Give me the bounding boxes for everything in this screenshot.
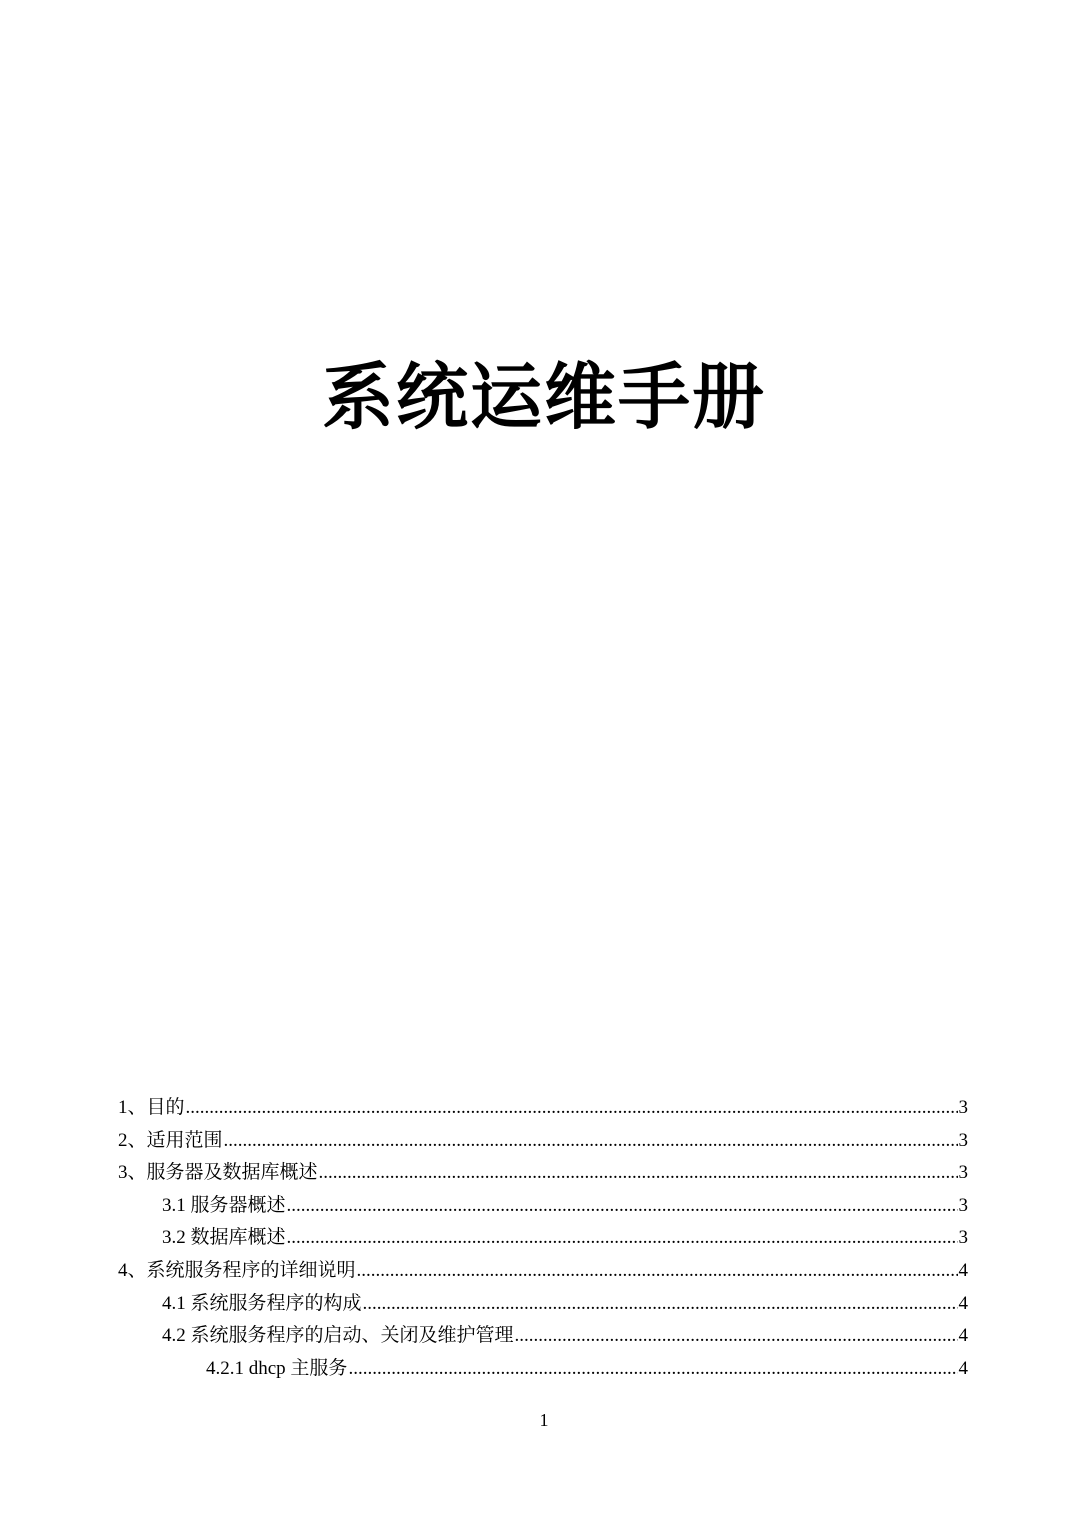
toc-entry-label: 3、服务器及数据库概述 (118, 1162, 318, 1184)
toc-entry[interactable] (118, 1092, 968, 1125)
toc-entry[interactable] (118, 1353, 968, 1386)
toc-entry[interactable] (118, 1288, 968, 1321)
toc-entry-page: 3 (958, 1129, 968, 1151)
document-title: 系统运维手册 (321, 355, 766, 439)
toc-entry-label: 4.2 系统服务程序的启动、关闭及维护管理 (162, 1325, 514, 1347)
toc-entry-label: 1、目的 (118, 1097, 185, 1118)
toc-entry[interactable] (118, 1255, 968, 1288)
toc-entry[interactable] (118, 1222, 968, 1255)
toc-entry-page: 4 (958, 1325, 968, 1347)
toc-dot-leader (319, 1162, 958, 1184)
table-of-contents (118, 1092, 968, 1385)
toc-entry-page: 4 (958, 1292, 968, 1314)
toc-entry[interactable] (118, 1320, 968, 1353)
toc-entry[interactable] (118, 1125, 968, 1158)
toc-dot-leader (348, 1358, 957, 1380)
toc-dot-leader (357, 1260, 958, 1282)
toc-dot-leader (363, 1293, 958, 1315)
page-number: 1 (539, 1410, 549, 1430)
toc-entry[interactable] (118, 1190, 968, 1223)
toc-entry-label: 4.1 系统服务程序的构成 (162, 1292, 362, 1314)
toc-entry-page: 4 (958, 1357, 968, 1379)
toc-entry-page: 4 (958, 1259, 968, 1281)
toc-entry-page: 3 (958, 1097, 968, 1118)
toc-entry-label: 3.2 数据库概述 (162, 1227, 286, 1249)
toc-dot-leader (287, 1195, 958, 1217)
toc-dot-leader (186, 1097, 958, 1119)
toc-dot-leader (515, 1325, 958, 1347)
toc-entry[interactable] (118, 1157, 968, 1190)
toc-entry-page: 3 (958, 1194, 968, 1216)
toc-dot-leader (287, 1227, 958, 1249)
toc-entry-label: 4.2.1 dhcp 主服务 (206, 1357, 348, 1379)
toc-entry-label: 2、适用范围 (118, 1129, 223, 1151)
toc-entry-label: 4、系统服务程序的详细说明 (118, 1259, 356, 1281)
toc-dot-leader (224, 1130, 958, 1152)
toc-entry-label: 3.1 服务器概述 (162, 1194, 286, 1216)
toc-entry-page: 3 (958, 1162, 968, 1184)
toc-entry-page: 3 (958, 1227, 968, 1249)
